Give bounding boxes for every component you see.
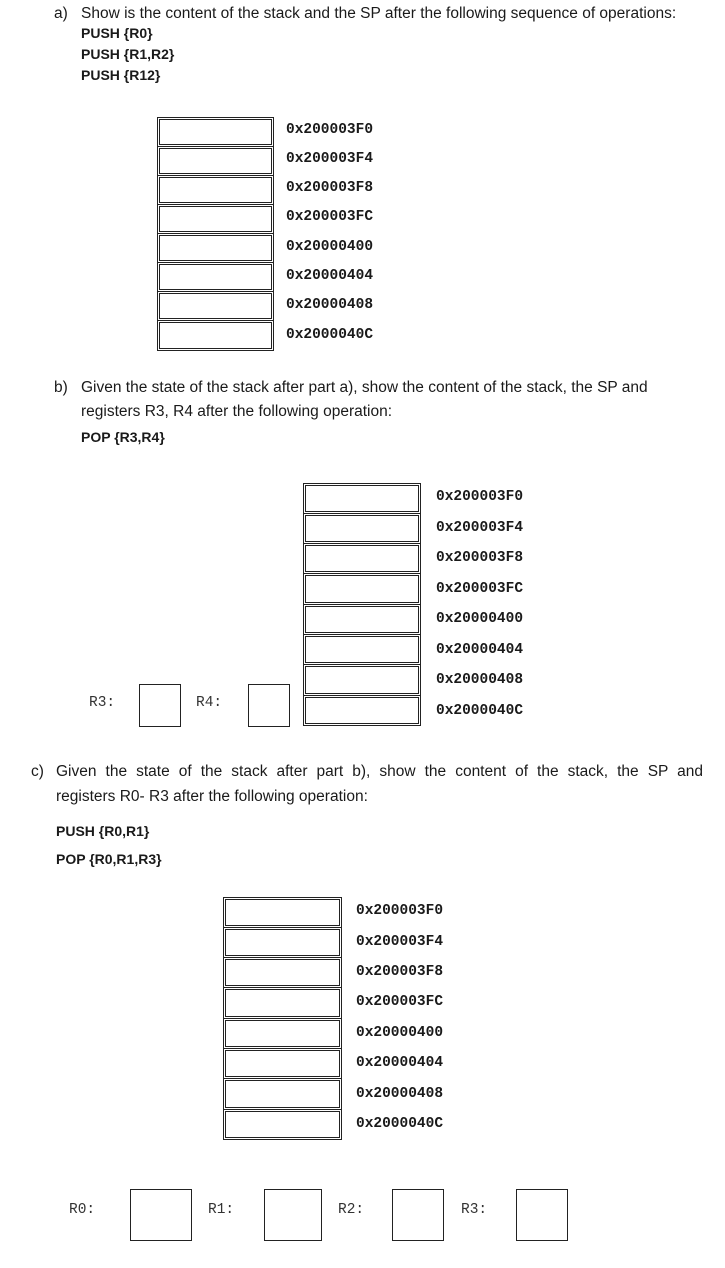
address-label: 0x20000400 [436,611,524,627]
register-box-r0[interactable] [130,1189,192,1241]
address-label: 0x20000400 [356,1025,444,1041]
stack-cell[interactable] [303,543,421,574]
address-label: 0x200003FC [356,994,444,1010]
address-label: 0x2000040C [436,703,524,719]
address-label: 0x200003F8 [286,180,374,196]
stack-cell[interactable] [157,146,274,176]
address-label: 0x200003FC [286,209,374,225]
stack-cell[interactable] [223,1078,342,1110]
stack-cell[interactable] [223,957,342,988]
register-label-r2: R2: [338,1202,365,1218]
register-box-r4[interactable] [248,684,290,727]
address-label: 0x20000404 [356,1055,444,1071]
register-label-r3: R3: [89,695,116,711]
register-label-r0: R0: [69,1202,96,1218]
address-label: 0x2000040C [286,327,374,343]
part-a-ops [81,23,174,86]
part-a-op: PUSH {R1,R2} [81,46,175,62]
stack-cell[interactable] [223,1109,342,1140]
stack-cell[interactable] [223,987,342,1019]
address-label: 0x20000408 [356,1086,444,1102]
stack-cell[interactable] [223,897,342,928]
stack-cell[interactable] [223,1018,342,1049]
part-b-prompt-line2: registers R3, R4 after the following operation: [81,403,393,420]
part-c-question [31,760,721,810]
address-label: 0x20000404 [286,268,374,284]
register-label-r3: R3: [461,1202,488,1218]
stack-cell[interactable] [303,664,421,696]
address-label: 0x200003F8 [356,964,444,980]
part-c-letter: c) [31,763,44,780]
part-b-op: POP {R3,R4} [81,429,165,445]
address-label: 0x200003F0 [286,122,374,138]
part-a-prompt: Show is the content of the stack and the SP after the following sequence of operations: [81,5,677,22]
register-box-r3[interactable] [516,1189,568,1241]
address-label: 0x2000040C [356,1116,444,1132]
stack-cell[interactable] [157,320,274,351]
address-label: 0x200003F0 [436,489,524,505]
address-label: 0x200003F4 [356,934,444,950]
part-c-prompt-line2: registers R0- R3 after the following operation: [56,788,368,805]
address-label: 0x200003F4 [436,520,524,536]
stack-cell[interactable] [157,175,274,205]
part-b-question [54,376,724,426]
part-a-op: PUSH {R12} [81,67,161,83]
part-b-letter: b) [54,379,68,396]
address-label: 0x200003F0 [356,903,444,919]
address-label: 0x20000400 [286,239,374,255]
address-label: 0x20000408 [286,297,374,313]
register-box-r1[interactable] [264,1189,322,1241]
stack-cell[interactable] [223,1048,342,1079]
register-label-r4: R4: [196,695,223,711]
part-c-prompt-line1: Given the state of the stack after part b), show the content of the stack, the SP and [56,763,703,780]
stack-cell[interactable] [157,262,274,292]
part-a-letter: a) [54,5,68,22]
address-label: 0x200003F8 [436,550,524,566]
part-b-ops [81,427,165,448]
stack-cell[interactable] [157,117,274,147]
part-b-prompt-line1: Given the state of the stack after part a), show the content of the stack, the SP and [81,379,648,396]
stack-cell[interactable] [157,291,274,321]
stack-cell[interactable] [223,927,342,958]
part-c-ops [56,817,162,873]
address-label: 0x200003F4 [286,151,374,167]
stack-cell[interactable] [303,513,421,544]
register-label-r1: R1: [208,1202,235,1218]
part-a-op: PUSH {R0} [81,25,153,41]
stack-cell[interactable] [157,204,274,234]
address-label: 0x20000404 [436,642,524,658]
stack-cell[interactable] [157,233,274,263]
part-c-op: PUSH {R0,R1} [56,823,150,839]
address-label: 0x200003FC [436,581,524,597]
stack-cell[interactable] [303,695,421,726]
stack-cell[interactable] [303,573,421,605]
part-c-op: POP {R0,R1,R3} [56,851,162,867]
address-label: 0x20000408 [436,672,524,688]
stack-cell[interactable] [303,604,421,635]
stack-cell[interactable] [303,634,421,665]
register-box-r3[interactable] [139,684,181,727]
stack-cell[interactable] [303,483,421,514]
register-box-r2[interactable] [392,1189,444,1241]
